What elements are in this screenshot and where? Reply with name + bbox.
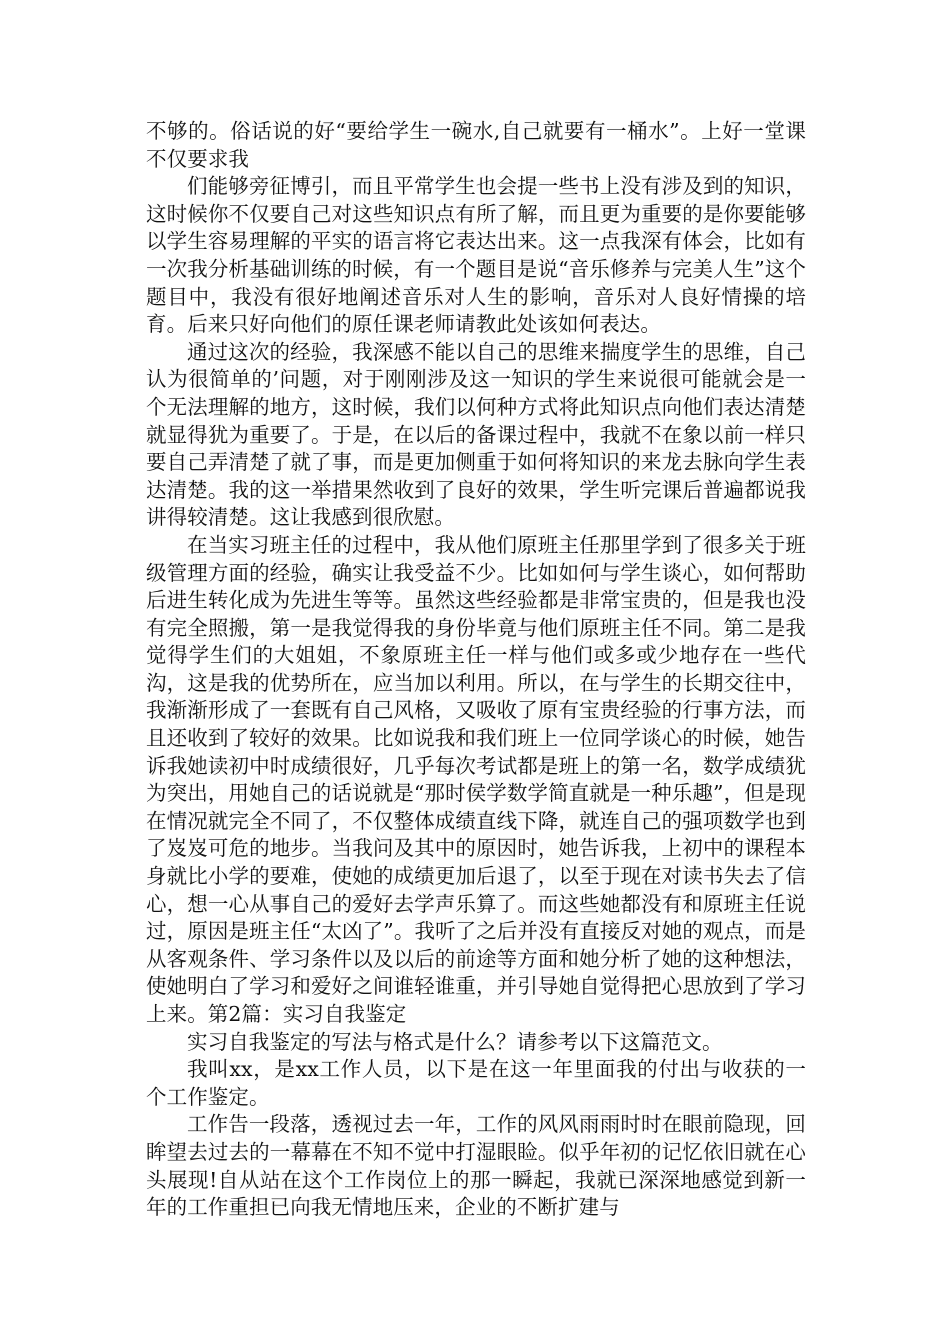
paragraph-3: 通过这次的经验，我深感不能以自己的思维来揣度学生的思维，自己认为很简单的’问题，对于刚刚涉及这一知识的学生来说很可能就会是一个无法理解的地方，这时候，我们以何种方式将此知识点向他们表达清楚就显得犹为重要了。于是，在以后的备课过程中，我就不在象以前一样只要自己弄清楚了就了事，而是更加侧重于如何将知识的来龙去脉向学生表达清楚。我的这一举措果然收到了良好的效果，学生听完课后普遍都说我讲得较清楚。这让我感到很欣慰。	[146, 339, 806, 530]
paragraph-5: 实习自我鉴定的写法与格式是什么？请参考以下这篇范文。	[187, 1029, 723, 1054]
paragraph-1: 不够的。俗话说的好“要给学生一碗水,自己就要有一桶水”。上好一堂课不仅要求我	[146, 119, 806, 171]
paragraph-7: 工作告一段落，透视过去一年，工作的风风雨雨时时在眼前隐现，回眸望去过去的一幕幕在不知不觉中打湿眼睑。似乎年初的记忆依旧就在心头展现!自从站在这个工作岗位上的那一瞬起，我就已深深地感觉到新一年的工作重担已向我无情地压来，企业的不断扩建与	[146, 1112, 806, 1220]
document-body	[146, 118, 806, 1222]
paragraph-6: 我叫xx，是xx工作人员，以下是在这一年里面我的付出与收获的一个工作鉴定。	[146, 1057, 806, 1109]
paragraph-2: 们能够旁征博引，而且平常学生也会提一些书上没有涉及到的知识，这时候你不仅要自己对这些知识点有所了解，而且更为重要的是你要能够以学生容易理解的平实的语言将它表达出来。这一点我深有体会，比如有一次我分析基础训练的时候，有一个题目是说“音乐修养与完美人生”这个题目中，我没有很好地阐述音乐对人生的影响，音乐对人良好情操的培育。后来只好向他们的原任课老师请教此处该如何表达。	[146, 174, 806, 337]
paragraph-4: 在当实习班主任的过程中，我从他们原班主任那里学到了很多关于班级管理方面的经验，确实让我受益不少。比如如何与学生谈心，如何帮助后进生转化成为先进生等等。虽然这些经验都是非常宝贵的，但是我也没有完全照搬，第一是我觉得我的身份毕竟与他们原班主任不同。第二是我觉得学生们的大姐姐，不象原班主任一样与他们或多或少地存在一些代沟，这是我的优势所在，应当加以利用。所以，在与学生的长期交往中，我渐渐形成了一套既有自己风格，又吸收了原有宝贵经验的行事方法，而且还收到了较好的效果。比如说我和我们班上一位同学谈心的时候，她告诉我她读初中时成绩很好，几乎每次考试都是班上的第一名，数学成绩犹为突出，用她自己的话说就是“那时侯学数学简直就是一种乐趣”，但是现在情况就完全不同了，不仅整体成绩直线下降，就连自己的强项数学也到了岌岌可危的地步。当我问及其中的原因时，她告诉我，上初中的课程本身就比小学的要难，使她的成绩更加后退了，以至于现在对读书失去了信心，想一心从事自己的爱好去学声乐算了。而这些她都没有和原班主任说过，原因是班主任“太凶了”。我听了之后并没有直接反对她的观点，而是从客观条件、学习条件以及以后的前途等方面和她分析了她的这种想法，使她明白了学习和爱好之间谁轻谁重，并引导她自觉得把心思放到了学习上来。第2篇：实习自我鉴定	[146, 532, 806, 1026]
